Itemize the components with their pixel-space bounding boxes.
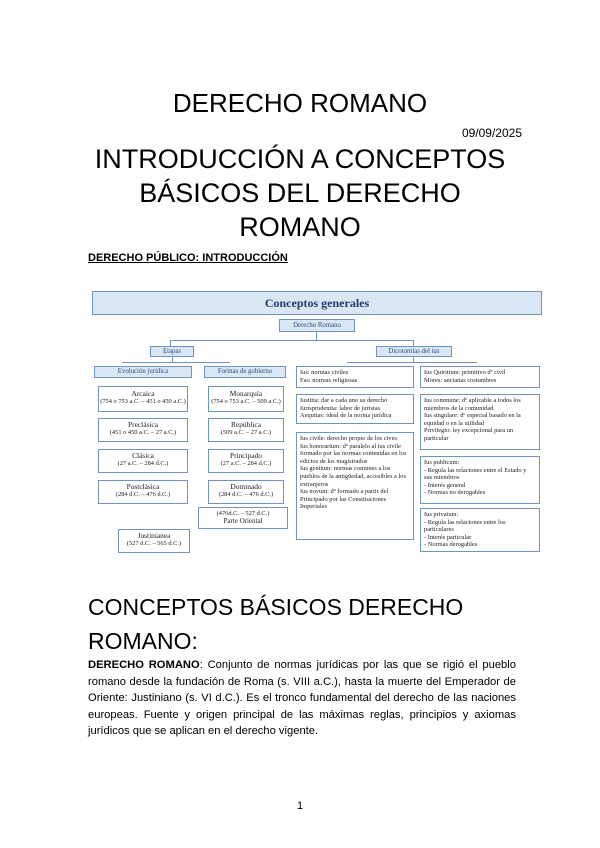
- evo-name: Justinianea: [137, 531, 171, 540]
- col3-item: Fas: normas religiosas: [300, 376, 358, 384]
- col3-item: Ius novum: dº formado a partir del Principado por las Constituciones Imperiales: [300, 488, 389, 511]
- gov-dates: (27 a.C. – 284 d.C.): [220, 459, 272, 467]
- gov-name: Monarquía: [229, 389, 263, 398]
- col4-box-2: [420, 394, 540, 450]
- main-title-line-3: ROMANO: [239, 212, 361, 242]
- col4-item: Mores: ancianas costumbres: [424, 376, 497, 384]
- main-title-line-2: BÁSICOS DEL DERECHO: [139, 178, 461, 208]
- gov-dates: (509 a.C. – 27 a.C.): [220, 428, 272, 436]
- oriental-dates: (476d.C. – 527 d.C.): [216, 510, 270, 517]
- col3-box-1: [296, 366, 414, 388]
- evo-preclasica: [98, 418, 188, 442]
- evo-dates: (284 d.C. – 476 d.C.): [115, 490, 171, 498]
- evo-dates: (527 d.C. – 565 d.C.): [126, 539, 182, 547]
- evo-name: Postclásica: [126, 482, 160, 491]
- main-title-line-1: INTRODUCCIÓN A CONCEPTOS: [94, 144, 506, 174]
- col3-item: Ius: normas civiles: [300, 369, 349, 376]
- etapas-header: Etapas: [150, 346, 194, 357]
- col3-item: Aequitas: ideal de la norma jurídica: [300, 412, 392, 420]
- col3-box-3: [296, 432, 414, 540]
- col4-item: Ius privatum:: [424, 511, 459, 518]
- document-title: DERECHO ROMANO: [172, 88, 428, 118]
- col3-item: Iurisprudentia: labor de juristas: [300, 404, 381, 412]
- definition-term: DERECHO ROMANO: [88, 659, 200, 671]
- evo-clasica: [98, 449, 188, 473]
- connector: [170, 340, 414, 341]
- concepts-heading: [88, 590, 463, 658]
- evo-justinianea: [118, 529, 190, 553]
- gov-parte-oriental: [198, 507, 288, 529]
- gov-name: Dominado: [230, 482, 262, 491]
- col3-item: Ius civile: derecho propio de los cives: [300, 435, 397, 442]
- col4-item: Ius publicum:: [424, 459, 460, 466]
- col4-box-1: [420, 366, 540, 388]
- main-title: [0, 142, 600, 244]
- evo-dates: (451 o 450 a.C. – 27 a.C.): [109, 428, 177, 436]
- col4-item: Privilegio: ley excepcional para un particular: [424, 427, 514, 442]
- gov-monarquia: [208, 386, 284, 412]
- col4-item: Ius Quiritium: primitivo dº civil: [424, 369, 506, 376]
- section-heading: DERECHO PÚBLICO: INTRODUCCIÓN: [88, 252, 288, 264]
- evo-arcaica: [98, 386, 188, 412]
- concepts-heading-line-1: CONCEPTOS BÁSICOS DERECHO: [88, 594, 464, 620]
- col3-box-2: [296, 394, 414, 424]
- concepts-diagram: [92, 291, 542, 553]
- gov-name: Principado: [229, 451, 263, 460]
- col3-item: Ius honorarium: dº paralelo al ius civile formado por las normas contenidas en los edictos de los magistrados: [300, 442, 407, 465]
- dicotomias-label: Dicotomías del: [388, 348, 432, 355]
- definition-text: : Conjunto de normas jurídicas por las que se rigió el pueblo romano desde la fundación de Roma (s. VIII a.C.), hasta la muerte del Emperador de Oriente: Justiniano (s. VI d.C.). Es el tronco fundamental del derecho de las naciones europeas. Fuente y origen principal de las máximas reglas, principios y axiomas jurídicos que se aplican en el derecho vigente.: [88, 659, 516, 737]
- concepts-heading-line-2: ROMANO:: [88, 628, 198, 654]
- dicotomias-header: [376, 346, 452, 357]
- col3-item: Ius gentium: normas comunes a los pueblos de la antigüedad, accesibles a los extranjeros: [300, 465, 406, 488]
- col4-box-3: [420, 456, 540, 504]
- col4-item: - Normas no derogables: [424, 489, 486, 497]
- evo-name: Preclásica: [128, 420, 158, 429]
- diagram-title: Conceptos generales: [264, 296, 370, 310]
- col4-item: - Regula las relaciones entre el Estado y sus miembros: [424, 466, 527, 482]
- gov-dates: (754 o 753 a.C. – 509 a.C.): [211, 397, 281, 405]
- gov-dominado: [208, 480, 284, 504]
- col3-item: Iustitia: dar a cada uno su derecho: [300, 397, 388, 404]
- gov-dates: (284 d.C. – 476 d.C.): [218, 490, 274, 498]
- gov-principado: [208, 449, 284, 473]
- diagram-root: Derecho Romano: [279, 319, 355, 332]
- evo-dates: (754 o 753 a.C. – 451 o 450 a.C.): [100, 397, 186, 405]
- evo-name: Clásica: [132, 451, 154, 460]
- evo-name: Arcaica: [131, 389, 155, 398]
- definition-paragraph: [88, 657, 516, 740]
- col4-item: - Regula las relaciones entre los particulares: [424, 518, 506, 534]
- connector: [316, 332, 317, 340]
- col4-item: - Interés general: [424, 481, 466, 489]
- connector: [122, 362, 230, 363]
- diagram-title-bar: [92, 291, 542, 315]
- col4-box-4: [420, 508, 540, 552]
- col4-item: - Interés particular: [424, 533, 472, 541]
- formas-header: Formas de gobierno: [204, 366, 286, 378]
- dicotomias-ius: ius: [431, 348, 440, 355]
- oriental-name: Parte Oriental: [223, 516, 263, 525]
- col4-item: Ius commune: dº aplicable a todos los miembros de la comunidad: [424, 397, 521, 412]
- connector: [347, 362, 477, 363]
- evo-postclasica: [98, 480, 188, 504]
- evo-dates: (27 a.C. – 284 d.C.): [117, 459, 169, 467]
- col4-item: - Normas derogables: [424, 541, 478, 549]
- col4-item: Ius singulare: dº especial basado en la equidad o en la utilidad: [424, 412, 521, 427]
- page-number: 1: [296, 800, 304, 812]
- gov-name: República: [231, 420, 261, 429]
- evolucion-header: Evolución jurídica: [94, 366, 192, 378]
- gov-republica: [208, 418, 284, 442]
- document-date: 09/09/2025: [461, 126, 522, 140]
